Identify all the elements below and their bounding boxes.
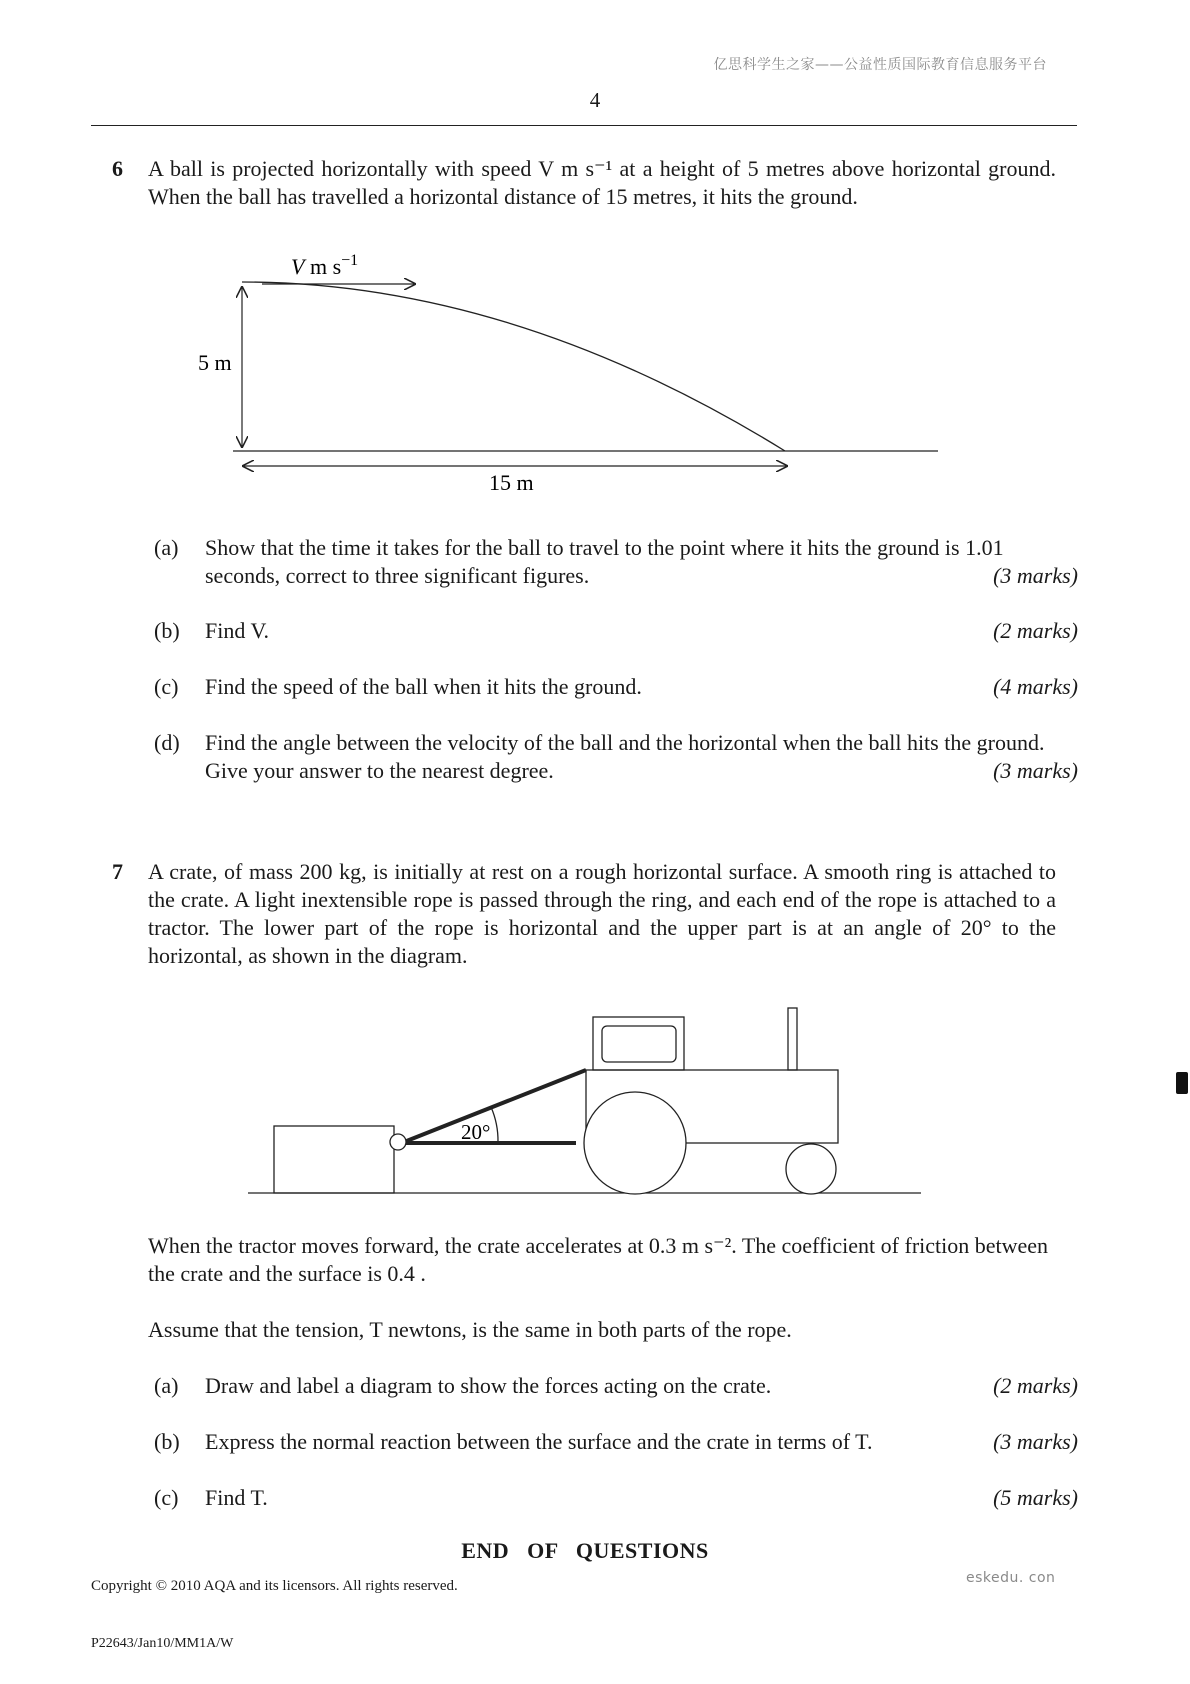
angle-label: 20°	[461, 1120, 491, 1144]
part-text: Show that the time it takes for the ball to travel to the point where it hits the ground is 1.01 seconds, correct to three significant figures.	[205, 535, 1004, 588]
part-text: Find the angle between the velocity of the ball and the horizontal when the ball hits the ground. Give your answer to the nearest degree.	[205, 730, 1045, 783]
part-label: (b)	[154, 618, 180, 643]
part-marks: (2 marks)	[993, 618, 1078, 643]
part-label: (b)	[154, 1429, 180, 1454]
question-6-text: A ball is projected horizontally with speed V m s⁻¹ at a height of 5 metres above horizontal ground. When the ball has travelled a horizontal distance of 15 metres, it hits the ground.	[148, 156, 1056, 209]
part-text: Draw and label a diagram to show the forces acting on the crate.	[205, 1373, 772, 1398]
rear-wheel	[584, 1092, 686, 1194]
question-6-number: 6	[112, 156, 123, 181]
q7-paragraph-1: When the tractor moves forward, the crate accelerates at 0.3 m s⁻². The coefficient of friction between the crate and the surface is 0.4 .	[148, 1233, 1049, 1286]
q6-part-b	[154, 617, 1078, 645]
part-text: Express the normal reaction between the surface and the crate in terms of T.	[205, 1429, 873, 1454]
q6-part-d	[154, 729, 1078, 785]
q7-part-c	[154, 1484, 1078, 1512]
tractor-diagram	[0, 990, 1190, 1200]
part-marks: (2 marks)	[993, 1373, 1078, 1398]
part-label: (c)	[154, 674, 179, 699]
eskedu-watermark: eskedu. con	[966, 1570, 1056, 1586]
paper-code: P22643/Jan10/MM1A/W	[91, 1636, 234, 1651]
part-marks: (3 marks)	[993, 1429, 1078, 1454]
q6-part-c	[154, 673, 1078, 701]
question-7-number: 7	[112, 859, 123, 884]
q7-part-b	[154, 1428, 1078, 1456]
part-marks: (3 marks)	[993, 758, 1078, 783]
cab-window	[602, 1026, 676, 1062]
angle-arc	[491, 1107, 498, 1142]
distance-label: 15 m	[489, 470, 534, 495]
speed-label: V m $s^{-1}$	[291, 252, 359, 279]
part-marks: (4 marks)	[993, 674, 1078, 699]
front-wheel	[786, 1144, 836, 1194]
part-marks: (3 marks)	[993, 563, 1078, 588]
watermark-text: 亿思科学生之家——公益性质国际教育信息服务平台	[713, 57, 1047, 73]
part-label: (a)	[154, 535, 179, 560]
trajectory-curve	[242, 282, 785, 451]
projectile-diagram	[0, 0, 1190, 520]
part-marks: (5 marks)	[993, 1485, 1078, 1510]
q6-part-a	[154, 534, 1078, 590]
part-label: (a)	[154, 1373, 179, 1398]
q7-part-a	[154, 1372, 1078, 1400]
crate	[274, 1126, 394, 1193]
part-text: Find V.	[205, 618, 270, 643]
smooth-ring	[390, 1134, 406, 1150]
part-text: Find the speed of the ball when it hits the ground.	[205, 674, 642, 699]
exhaust-pipe	[788, 1008, 797, 1070]
edge-marker	[1176, 1072, 1188, 1094]
copyright-notice: Copyright © 2010 AQA and its licensors. All rights reserved.	[91, 1578, 458, 1594]
page-number: 4	[589, 88, 601, 112]
height-label: 5 m	[198, 350, 232, 375]
q7-paragraph-2: Assume that the tension, T newtons, is the same in both parts of the rope.	[148, 1317, 792, 1342]
upper-rope	[404, 1070, 586, 1142]
end-of-questions: END OF QUESTIONS	[461, 1538, 709, 1563]
part-label: (c)	[154, 1485, 179, 1510]
question-7-text: A crate, of mass 200 kg, is initially at rest on a rough horizontal surface. A smooth ring is attached to the crate. A light inextensible rope is passed through the ring, and each end of the rope is attached to a tractor. The lower part of the rope is horizontal and the upper part is at an angle of 20° to the horizontal, as shown in the diagram.	[148, 859, 1056, 968]
part-text: Find T.	[205, 1485, 268, 1510]
part-label: (d)	[154, 730, 180, 755]
